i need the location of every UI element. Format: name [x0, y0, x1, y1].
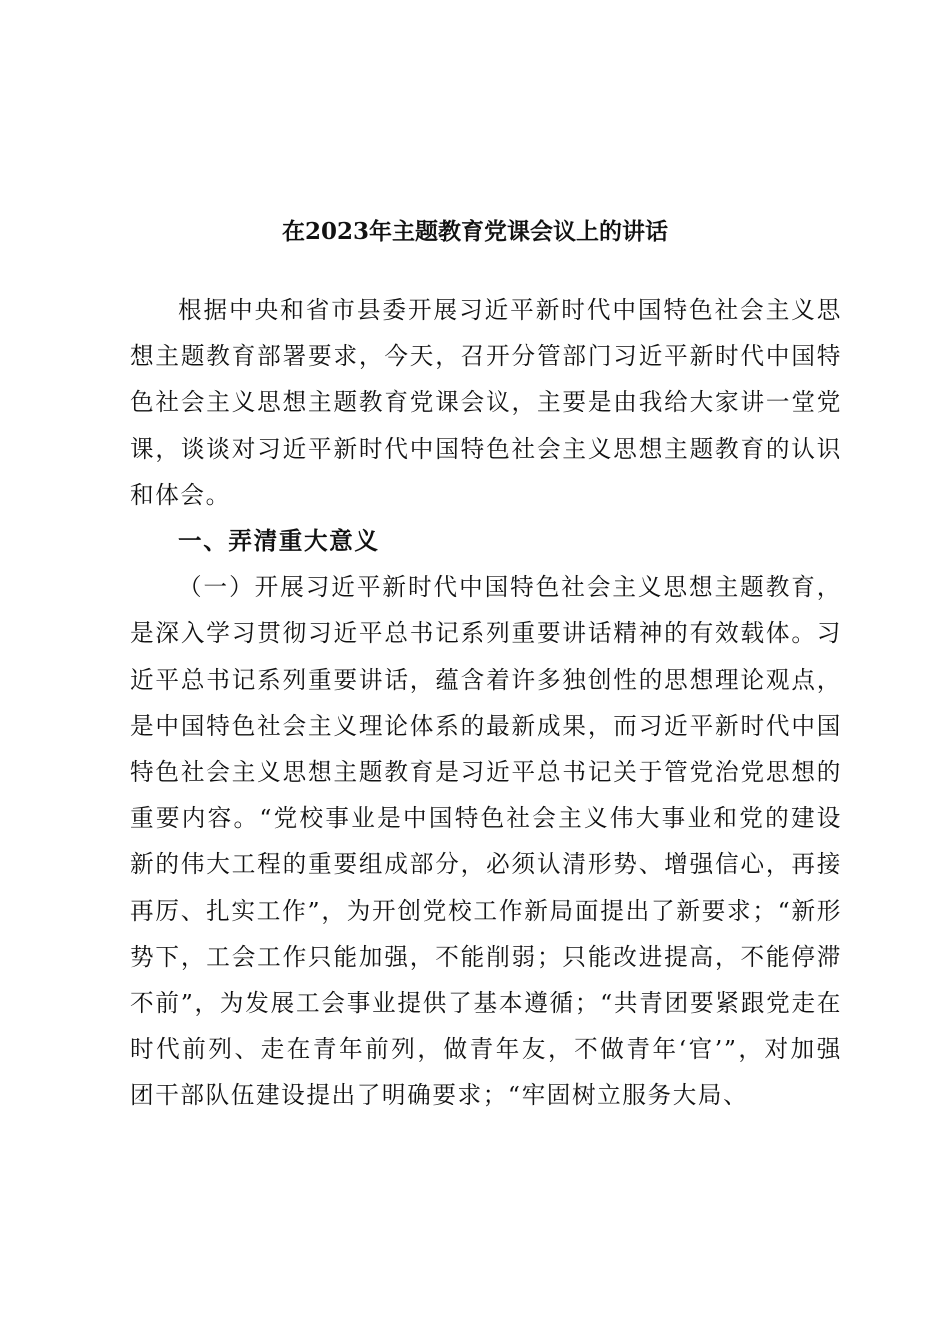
section-heading: 一、弄清重大意义	[178, 527, 380, 556]
body-paragraph: （一）开展习近平新时代中国特色社会主义思想主题教育，是深入学习贯彻习近平总书记系列重要讲话精神的有效载体。习近平总书记系列重要讲话，蕴含着许多独创性的思想理论观点，是中国特色社会主义理论体系的最新成果，而习近平新时代中国特色社会主义思想主题教育是习近平总书记关于管党治党思想的重要内容。“党校事业是中国特色社会主义伟大事业和党的建设新的伟大工程的重要组成部分，必须认清形势、增强信心，再接再厉、扎实工作”，为开创党校工作新局面提出了新要求；“新形势下，工会工作只能加强，不能削弱；只能改进提高，不能停滞不前”，为发展工会事业提供了基本遵循；“共青团要紧跟党走在时代前列、走在青年前列，做青年友，不做青年‘官’”，对加强团干部队伍建设提出了明确要求；“牢固树立服务大局、	[130, 573, 842, 1110]
intro-paragraph: 根据中央和省市县委开展习近平新时代中国特色社会主义思想主题教育部署要求，今天，召开分管部门习近平新时代中国特色社会主义思想主题教育党课会议，主要是由我给大家讲一堂党课，谈谈对习近平新时代中国特色社会主义思想主题教育的认识和体会。	[130, 296, 842, 509]
document-title: 在2023年主题教育党课会议上的讲话	[281, 218, 668, 245]
document-body	[130, 287, 842, 1119]
